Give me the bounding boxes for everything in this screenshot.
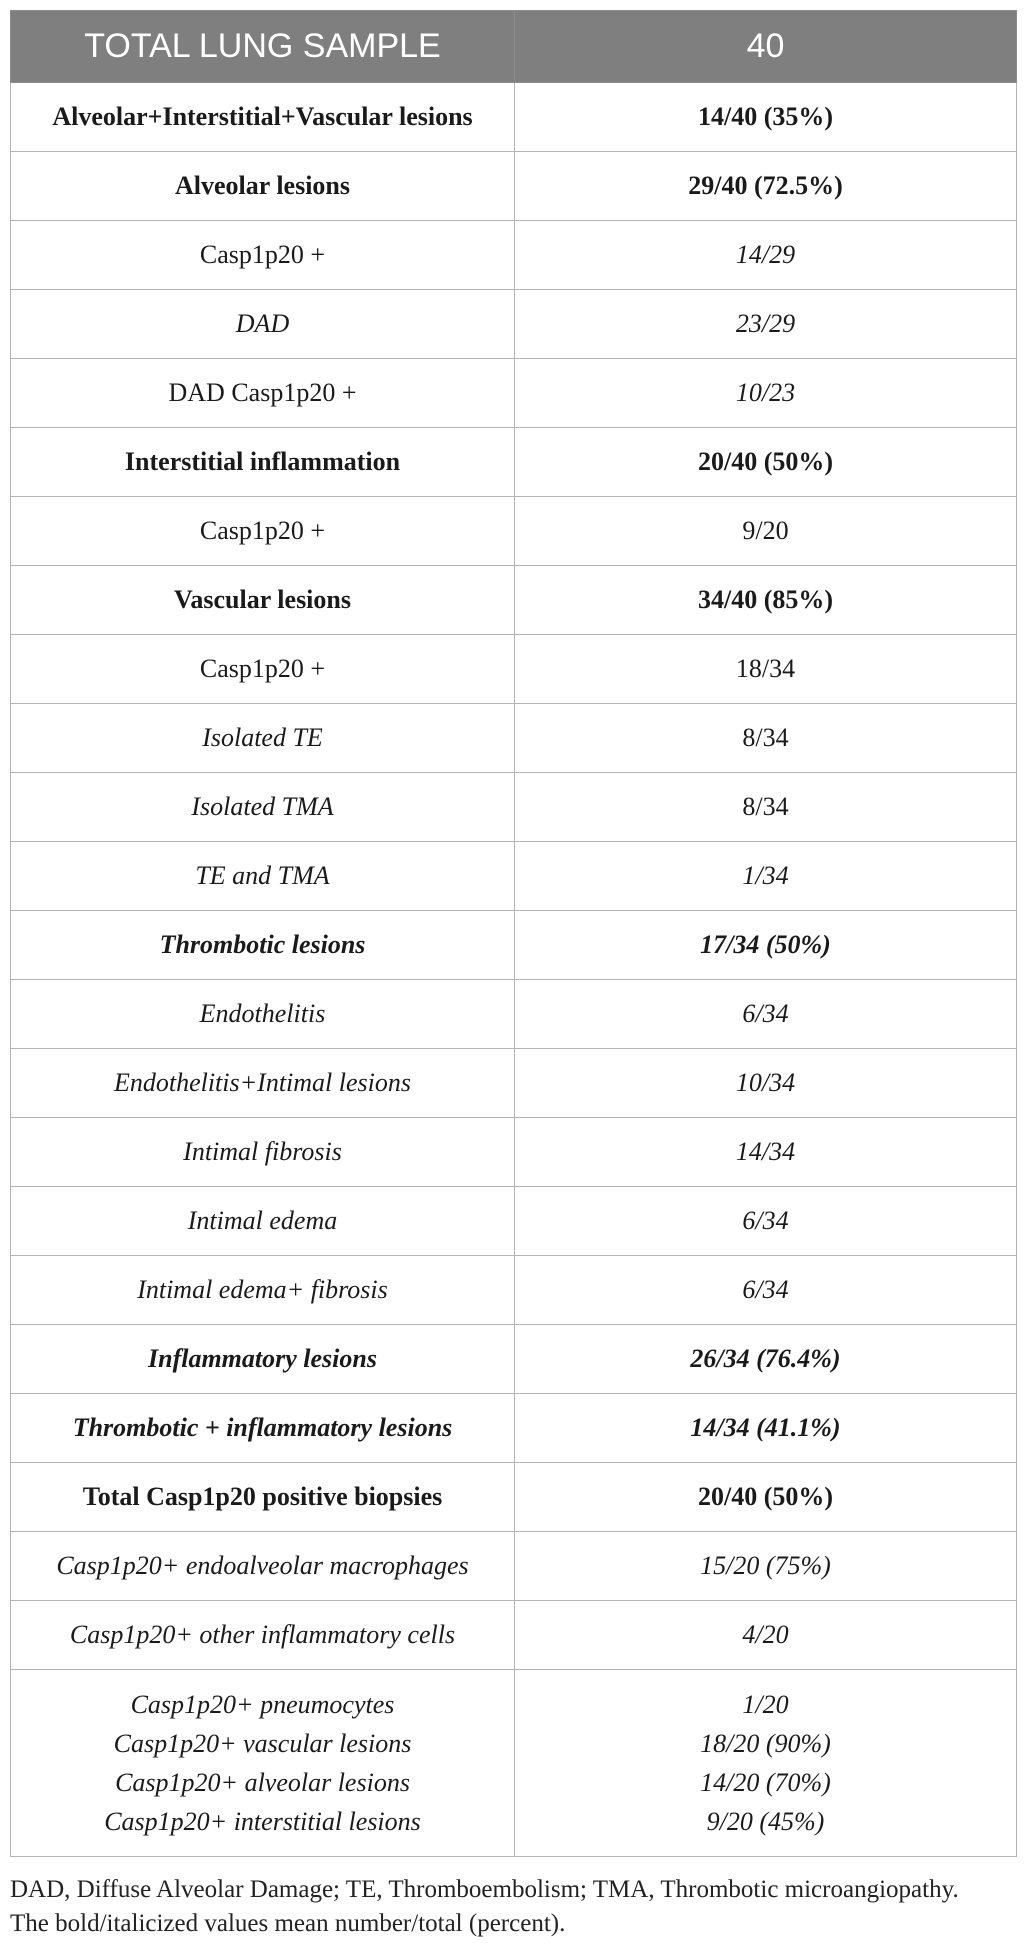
row-value: 10/23 [515, 359, 1017, 428]
multiline-labels [11, 1670, 515, 1857]
row-label: Casp1p20+ endoalveolar macrophages [11, 1532, 515, 1601]
row-value: 20/40 (50%) [515, 1463, 1017, 1532]
row-value: 9/20 (45%) [706, 1807, 825, 1836]
row-value: 10/34 [515, 1049, 1017, 1118]
row-value: 14/34 (41.1%) [515, 1394, 1017, 1463]
row-label: Thrombotic + inflammatory lesions [11, 1394, 515, 1463]
row-label: Casp1p20+ other inflammatory cells [11, 1601, 515, 1670]
row-label: Endothelitis+Intimal lesions [11, 1049, 515, 1118]
row-label: Intimal edema [11, 1187, 515, 1256]
row-label: TE and TMA [11, 842, 515, 911]
table-wrapper [10, 10, 1016, 1857]
header-sample-count: 40 [515, 11, 1017, 83]
table-row [11, 842, 1017, 911]
row-label: Inflammatory lesions [11, 1325, 515, 1394]
table-row [11, 1118, 1017, 1187]
table-row [11, 773, 1017, 842]
table-row [11, 635, 1017, 704]
row-label: Casp1p20+ interstitial lesions [104, 1807, 421, 1836]
row-value: 26/34 (76.4%) [515, 1325, 1017, 1394]
table-row [11, 1187, 1017, 1256]
table-row [11, 1256, 1017, 1325]
table-row [11, 1325, 1017, 1394]
table-row [11, 290, 1017, 359]
row-value: 8/34 [515, 773, 1017, 842]
row-label: Alveolar+Interstitial+Vascular lesions [11, 83, 515, 152]
table-row [11, 1532, 1017, 1601]
row-value: 14/20 (70%) [700, 1768, 831, 1797]
row-value: 20/40 (50%) [515, 428, 1017, 497]
table-footnotes [10, 1873, 1016, 1941]
legend-note: The bold/italicized values mean number/total (percent). [10, 1910, 566, 1937]
row-label: Total Casp1p20 positive biopsies [11, 1463, 515, 1532]
row-value: 14/29 [515, 221, 1017, 290]
lung-sample-table [10, 10, 1017, 1857]
table-header-row [11, 11, 1017, 83]
row-label: Casp1p20 + [11, 497, 515, 566]
row-label: Casp1p20+ vascular lesions [113, 1729, 412, 1758]
table-row [11, 497, 1017, 566]
row-value: 29/40 (72.5%) [515, 152, 1017, 221]
row-value: 14/40 (35%) [515, 83, 1017, 152]
row-value: 6/34 [515, 1187, 1017, 1256]
row-label: Intimal fibrosis [11, 1118, 515, 1187]
table-row [11, 911, 1017, 980]
abbreviations-note: DAD, Diffuse Alveolar Damage; TE, Thromboembolism; TMA, Thrombotic microangiopathy. [10, 1876, 959, 1903]
row-value: 18/20 (90%) [700, 1729, 831, 1758]
multiline-values [515, 1670, 1017, 1857]
row-label: Intimal edema+ fibrosis [11, 1256, 515, 1325]
row-value: 17/34 (50%) [515, 911, 1017, 980]
table-row [11, 359, 1017, 428]
table-row-multiline [11, 1670, 1017, 1857]
table-row [11, 152, 1017, 221]
row-value: 6/34 [515, 980, 1017, 1049]
row-value: 1/20 [742, 1690, 789, 1719]
row-label: Isolated TE [11, 704, 515, 773]
row-value: 1/34 [515, 842, 1017, 911]
row-label: Endothelitis [11, 980, 515, 1049]
row-label: Casp1p20 + [11, 635, 515, 704]
row-label: Interstitial inflammation [11, 428, 515, 497]
table-row [11, 221, 1017, 290]
row-value: 34/40 (85%) [515, 566, 1017, 635]
row-value: 14/34 [515, 1118, 1017, 1187]
row-value: 6/34 [515, 1256, 1017, 1325]
row-label: Alveolar lesions [11, 152, 515, 221]
table-row [11, 1394, 1017, 1463]
row-label: Casp1p20 + [11, 221, 515, 290]
table-row [11, 704, 1017, 773]
row-label: DAD [11, 290, 515, 359]
header-total-lung-sample: TOTAL LUNG SAMPLE [11, 11, 515, 83]
row-label: DAD Casp1p20 + [11, 359, 515, 428]
table-row [11, 566, 1017, 635]
row-value: 4/20 [515, 1601, 1017, 1670]
row-label: Isolated TMA [11, 773, 515, 842]
table-row [11, 980, 1017, 1049]
row-label: Casp1p20+ pneumocytes [130, 1690, 395, 1719]
row-label: Casp1p20+ alveolar lesions [115, 1768, 410, 1797]
row-value: 8/34 [515, 704, 1017, 773]
row-value: 23/29 [515, 290, 1017, 359]
row-value: 18/34 [515, 635, 1017, 704]
table-row [11, 83, 1017, 152]
row-label: Thrombotic lesions [11, 911, 515, 980]
table-row [11, 1463, 1017, 1532]
table-row [11, 1601, 1017, 1670]
table-row [11, 1049, 1017, 1118]
row-label: Vascular lesions [11, 566, 515, 635]
row-value: 9/20 [515, 497, 1017, 566]
row-value: 15/20 (75%) [515, 1532, 1017, 1601]
table-row [11, 428, 1017, 497]
